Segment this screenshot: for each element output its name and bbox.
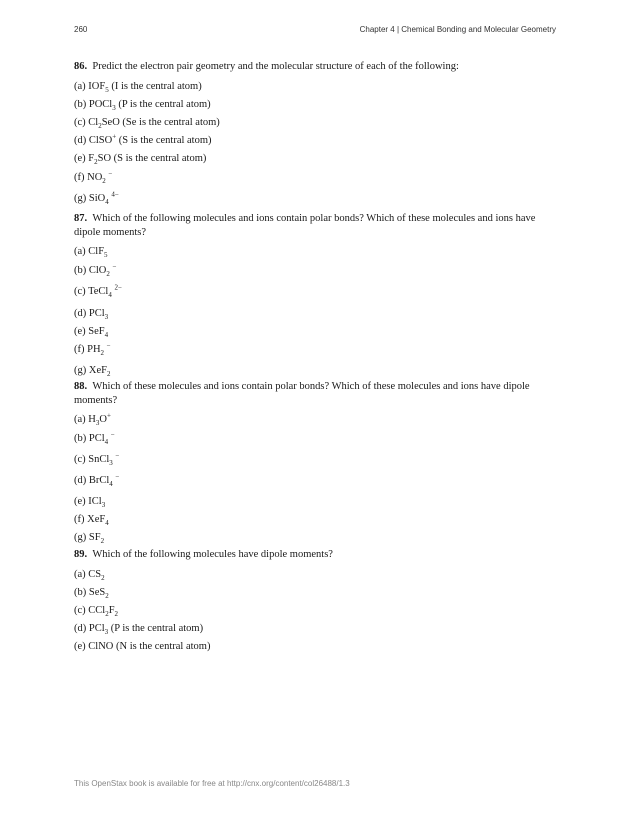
option-text: (S is the central atom) bbox=[116, 135, 212, 146]
subscript: 4 bbox=[104, 331, 109, 340]
question-number: 87. bbox=[74, 213, 88, 224]
question-number: 86. bbox=[74, 61, 88, 72]
answer-option bbox=[74, 245, 108, 258]
question-text: Which of the following molecules and ions contain polar bonds? Which of these molecules and ions have dipole moments? bbox=[74, 213, 536, 238]
question-text: Which of the following molecules have dipole moments? bbox=[92, 549, 333, 560]
subscript: 3 bbox=[109, 459, 113, 468]
question-88 bbox=[74, 380, 558, 546]
answer-option bbox=[74, 134, 212, 147]
subscript: 2 bbox=[106, 270, 110, 279]
question-86 bbox=[74, 60, 558, 207]
answer-option bbox=[74, 264, 116, 277]
subscript: 3 bbox=[104, 313, 109, 322]
option-text: (d) PCl bbox=[74, 623, 105, 634]
superscript: 4− bbox=[111, 190, 119, 199]
option-text: (e) ClNO (N is the central atom) bbox=[74, 641, 211, 652]
answer-option bbox=[74, 432, 115, 445]
option-text: (b) PCl bbox=[74, 433, 105, 444]
option-text: (a) CS bbox=[74, 569, 102, 580]
page-number: 260 bbox=[74, 25, 88, 34]
answer-option bbox=[74, 80, 202, 93]
option-text: (P is the central atom) bbox=[108, 623, 204, 634]
answer-option bbox=[74, 453, 119, 466]
answer-option bbox=[74, 285, 122, 298]
option-text: (c) Cl bbox=[74, 117, 99, 128]
answer-option bbox=[74, 513, 109, 526]
answer-option bbox=[74, 307, 108, 320]
answer-option bbox=[74, 171, 112, 184]
option-text: (d) PCl bbox=[74, 308, 105, 319]
subscript: 5 bbox=[105, 86, 109, 95]
option-text: (P is the central atom) bbox=[115, 99, 211, 110]
subscript: 3 bbox=[112, 104, 116, 113]
answer-option bbox=[74, 495, 105, 508]
option-text: (c) TeCl bbox=[74, 286, 109, 297]
answer-option bbox=[74, 413, 111, 426]
question-89 bbox=[74, 548, 558, 652]
answer-option bbox=[74, 531, 104, 544]
option-text: (b) SeS bbox=[74, 587, 106, 598]
subscript: 2 bbox=[100, 349, 105, 358]
footer-text: This OpenStax book is available for free at http://cnx.org/content/col26488/1.3 bbox=[74, 779, 350, 788]
option-text: (a) IOF bbox=[74, 81, 106, 92]
answer-option bbox=[74, 152, 206, 165]
superscript: 2− bbox=[114, 283, 122, 292]
subscript: 2 bbox=[94, 158, 98, 167]
option-text: SO (S is the central atom) bbox=[97, 153, 207, 164]
question-87 bbox=[74, 212, 558, 379]
answer-option bbox=[74, 640, 210, 653]
subscript: 2 bbox=[102, 177, 106, 186]
option-text: (e) ICl bbox=[74, 496, 102, 507]
superscript: − bbox=[110, 430, 115, 439]
answer-option bbox=[74, 116, 220, 129]
subscript: 3 bbox=[104, 628, 109, 637]
answer-option bbox=[74, 622, 203, 635]
superscript: − bbox=[115, 451, 120, 460]
subscript: 2 bbox=[106, 370, 111, 379]
subscript: 3 bbox=[95, 419, 100, 428]
subscript: 3 bbox=[101, 501, 106, 510]
answer-option bbox=[74, 192, 119, 205]
option-text: (f) PH bbox=[74, 344, 101, 355]
answer-option bbox=[74, 343, 111, 356]
answer-option bbox=[74, 604, 118, 617]
option-text: (f) XeF bbox=[74, 514, 106, 525]
answer-option bbox=[74, 586, 109, 599]
subscript: 4 bbox=[105, 519, 109, 528]
superscript: − bbox=[108, 169, 113, 178]
question-text: Predict the electron pair geometry and the molecular structure of each of the following: bbox=[92, 61, 459, 72]
subscript: 2 bbox=[105, 610, 109, 619]
superscript: + bbox=[106, 411, 111, 420]
option-text: (I is the central atom) bbox=[108, 81, 202, 92]
subscript: 2 bbox=[101, 574, 105, 583]
option-text: (d) BrCl bbox=[74, 475, 110, 486]
answer-option bbox=[74, 474, 119, 487]
option-text: (b) POCl bbox=[74, 99, 113, 110]
option-text: (a) ClF bbox=[74, 246, 105, 257]
subscript: 4 bbox=[105, 198, 109, 207]
superscript: − bbox=[115, 472, 120, 481]
option-text: (c) CCl bbox=[74, 605, 106, 616]
superscript: − bbox=[112, 262, 117, 271]
superscript: + bbox=[112, 132, 117, 141]
subscript: 2 bbox=[105, 592, 109, 601]
option-text: (a) H bbox=[74, 414, 96, 425]
option-text: (b) ClO bbox=[74, 265, 107, 276]
option-text: (g) SiO bbox=[74, 193, 106, 204]
subscript: 2 bbox=[100, 537, 105, 546]
subscript: 2 bbox=[114, 610, 119, 619]
superscript: − bbox=[106, 341, 111, 350]
option-text: SeO (Se is the central atom) bbox=[101, 117, 220, 128]
subscript: 5 bbox=[104, 251, 108, 260]
question-number: 88. bbox=[74, 381, 88, 392]
answer-option bbox=[74, 364, 110, 377]
option-text: (d) ClSO bbox=[74, 135, 113, 146]
question-text: Which of these molecules and ions contain polar bonds? Which of these molecules and ions have dipole moments? bbox=[74, 381, 530, 406]
answer-option bbox=[74, 325, 108, 338]
option-text: O bbox=[99, 414, 107, 425]
answer-option bbox=[74, 98, 211, 111]
option-text: F bbox=[108, 605, 115, 616]
running-header: Chapter 4 | Chemical Bonding and Molecular Geometry bbox=[359, 25, 556, 34]
answer-option bbox=[74, 568, 105, 581]
subscript: 2 bbox=[98, 122, 102, 131]
question-number: 89. bbox=[74, 549, 88, 560]
option-text: (c) SnCl bbox=[74, 454, 110, 465]
option-text: (f) NO bbox=[74, 172, 103, 183]
option-text: (e) F bbox=[74, 153, 95, 164]
subscript: 4 bbox=[104, 438, 109, 447]
option-text: (g) SF bbox=[74, 532, 101, 543]
subscript: 4 bbox=[108, 291, 112, 300]
option-text: (e) SeF bbox=[74, 326, 105, 337]
subscript: 4 bbox=[109, 480, 113, 489]
option-text: (g) XeF bbox=[74, 365, 107, 376]
